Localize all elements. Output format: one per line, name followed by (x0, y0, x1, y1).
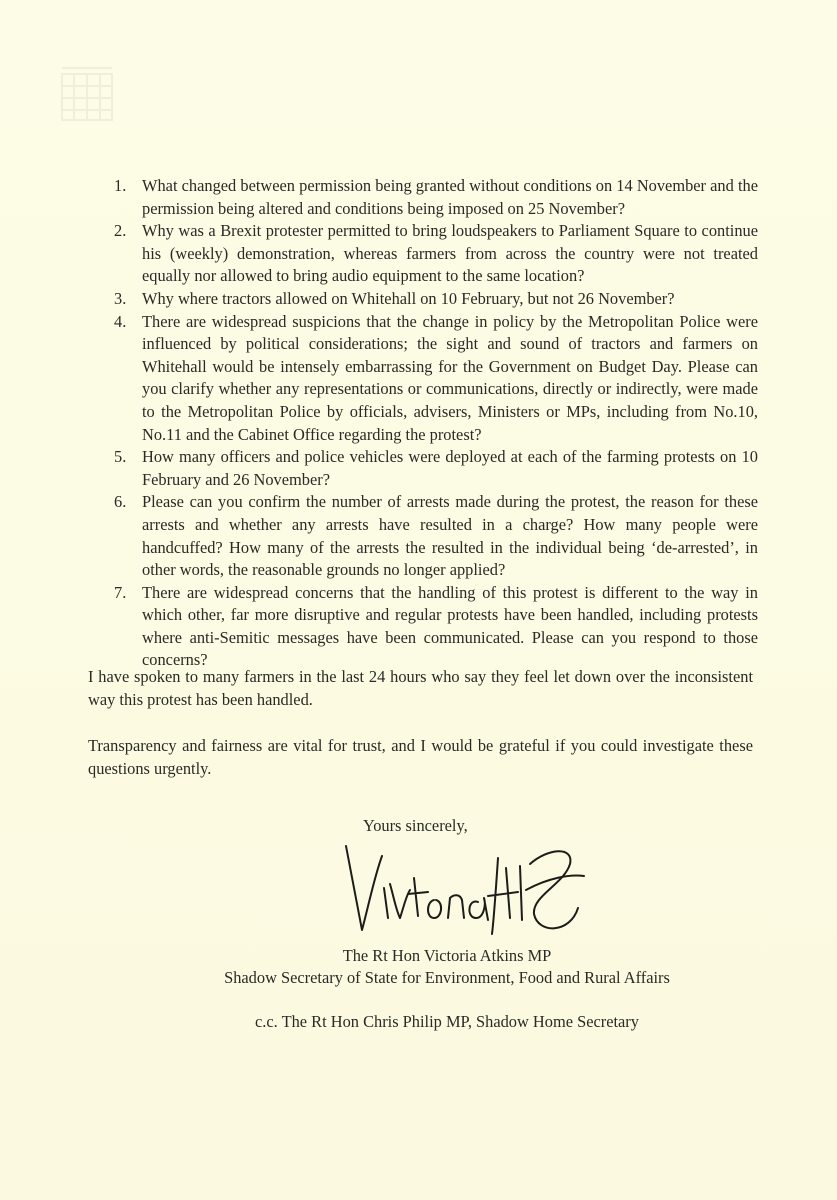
question-number: 5. (114, 447, 127, 467)
question-item (88, 446, 758, 491)
closing-salutation: Yours sincerely, (363, 816, 468, 835)
question-number: 6. (114, 492, 127, 512)
cc-line: c.c. The Rt Hon Chris Philip MP, Shadow Home Secretary (255, 1012, 639, 1031)
question-text: Why where tractors allowed on Whitehall on 10 February, but not 26 November? (142, 288, 675, 308)
handwritten-signature (338, 838, 588, 938)
body-paragraph: Transparency and fairness are vital for trust, and I would be grateful if you could investigate these questions urgently. (88, 736, 753, 778)
portcullis-watermark-icon (48, 60, 126, 130)
question-text: There are widespread concerns that the handling of this protest is different to the way in which other, far more disruptive and regular protests have been handled, including protests where anti-Semitic messages have been communicated. Please can you respond to those concerns? (142, 582, 758, 670)
question-item (88, 491, 758, 581)
body-paragraph: I have spoken to many farmers in the last 24 hours who say they feel let down over the inconsistent way this protest has been handled. (88, 667, 753, 709)
question-text: How many officers and police vehicles were deployed at each of the farming protests on 10 February and 26 November? (142, 447, 758, 489)
question-item (88, 582, 758, 672)
question-item (88, 220, 758, 288)
question-item (88, 311, 758, 447)
questions-list (88, 175, 758, 672)
question-number: 4. (114, 311, 127, 331)
question-text: Please can you confirm the number of arrests made during the protest, the reason for these arrests and whether any arrests have resulted in a charge? How many people were handcuffed? How many of the arrests the resulted in the individual being ‘de-arrested’, in other words, the reasonable grounds no longer applied? (142, 492, 758, 580)
question-text: What changed between permission being granted without conditions on 14 November and the permission being altered and conditions being imposed on 25 November? (142, 176, 758, 218)
question-text: Why was a Brexit protester permitted to bring loudspeakers to Parliament Square to continue his (weekly) demonstration, whereas farmers from across the country were not treated equally nor allowed to bring audio equipment to the same location? (142, 221, 758, 286)
question-item (88, 288, 758, 311)
question-number: 1. (114, 176, 127, 195)
question-number: 3. (114, 288, 127, 308)
signatory-role: Shadow Secretary of State for Environment, Food and Rural Affairs (224, 968, 670, 987)
question-number: 2. (114, 221, 127, 241)
question-text: There are widespread suspicions that the change in policy by the Metropolitan Police were influenced by political considerations; the sight and sound of tractors and farmers on Whitehall would be intensely embarrassing for the Government on Budget Day. Please can you clarify whether any representations or communications, directly or indirectly, were made to the Metropolitan Police by officials, advisers, Ministers or MPs, including from No.10, No.11 and the Cabinet Office regarding the protest? (142, 311, 758, 444)
question-number: 7. (114, 582, 127, 602)
question-item (88, 175, 758, 220)
signatory-name: The Rt Hon Victoria Atkins MP (342, 946, 552, 965)
